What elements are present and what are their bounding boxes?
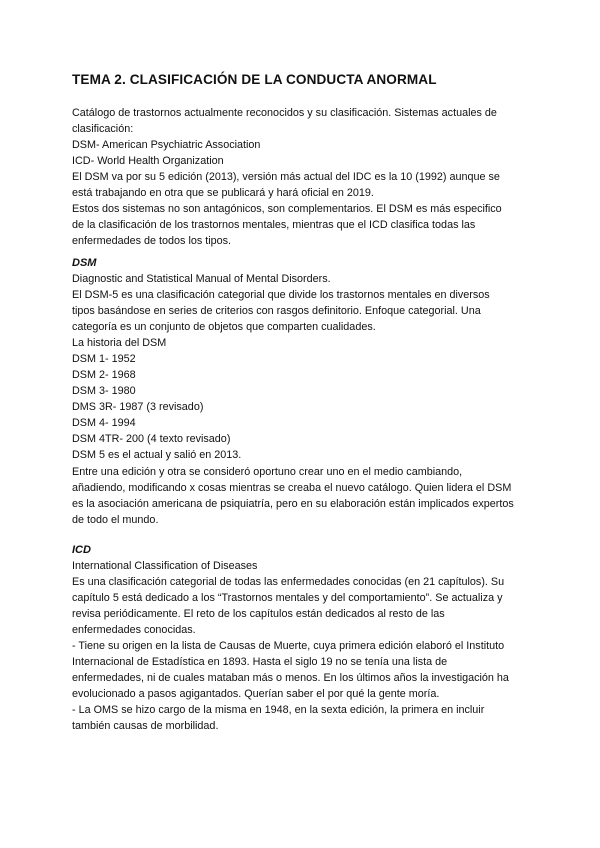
text-line: DMS 3R- 1987 (3 revisado) (72, 401, 204, 413)
text-line: El DSM-5 es una clasificación categorial que divide los trastornos mentales en diversos (72, 289, 490, 301)
text-line: revisa periódicamente. El reto de los capítulos están dedicados al resto de las (72, 608, 445, 620)
text-line: categoría es un conjunto de objetos que comparten cualidades. (72, 321, 376, 333)
text-line: DSM 1- 1952 (72, 353, 136, 365)
text-line: La historia del DSM (72, 337, 167, 349)
dsm-section (72, 255, 532, 463)
section-heading: DSM (72, 257, 97, 269)
intro-paragraph (72, 105, 532, 249)
page-title: TEMA 2. CLASIFICACIÓN DE LA CONDUCTA ANORMAL (72, 72, 437, 87)
text-line: DSM 2- 1968 (72, 369, 136, 381)
text-line: también causas de morbilidad. (72, 720, 219, 732)
text-line: enfermedades de todos los tipos. (72, 235, 232, 247)
text-line: DSM 3- 1980 (72, 385, 136, 397)
text-line: Diagnostic and Statistical Manual of Mental Disorders. (72, 273, 331, 285)
text-line: tipos basándose en series de criterios con rasgos definitorio. Enfoque categorial. Una (72, 305, 481, 317)
text-line: de la clasificación de los trastornos mentales, mientras que el ICD clasifica todas las (72, 219, 476, 231)
text-line: DSM 4TR- 200 (4 texto revisado) (72, 433, 231, 445)
section-heading: ICD (72, 544, 91, 556)
text-line: enfermedades, ni de cuales mataban más o menos. En los últimos años la investigación ha (72, 672, 509, 684)
text-line: añadiendo, modificando x cosas mientras se creaba el nuevo catálogo. Quien lidera el DSM (72, 482, 512, 494)
text-line: Entre una edición y otra se consideró oportuno crear uno en el medio cambiando, (72, 466, 463, 478)
text-line: está trabajando en otra que se publicará y hará oficial en 2019. (72, 187, 374, 199)
text-line: es la asociación americana de psiquiatría, pero en su elaboración están implicados expertos (72, 498, 514, 510)
text-line: Es una clasificación categorial de todas las enfermedades conocidas (en 21 capítulos). Su (72, 576, 505, 588)
icd-section (72, 542, 532, 734)
text-line: ICD- World Health Organization (72, 155, 224, 167)
text-line: DSM 5 es el actual y salió en 2013. (72, 449, 242, 461)
text-line: de todo el mundo. (72, 514, 159, 526)
text-line: El DSM va por su 5 edición (2013), versión más actual del IDC es la 10 (1992) aunque se (72, 171, 500, 183)
text-line: - La OMS se hizo cargo de la misma en 1948, en la sexta edición, la primera en incluir (72, 704, 485, 716)
text-line: clasificación: (72, 123, 134, 135)
text-line: capítulo 5 está dedicado a los “Trastornos mentales y del comportamiento”. Se actualiza y (72, 592, 503, 604)
text-line: enfermedades conocidas. (72, 624, 196, 636)
text-line: Catálogo de trastornos actualmente reconocidos y su clasificación. Sistemas actuales de (72, 107, 497, 119)
text-line: Internacional de Estadística en 1893. Hasta el siglo 19 no se tenía una lista de (72, 656, 448, 668)
text-line: Estos dos sistemas no son antagónicos, son complementarios. El DSM es más especifico (72, 203, 502, 215)
text-line: DSM 4- 1994 (72, 417, 136, 429)
text-line: evolucionado a pasos agigantados. Querían saber el por qué la gente moría. (72, 688, 440, 700)
text-line: - Tiene su origen en la lista de Causas de Muerte, cuya primera edición elaboró el Instituto (72, 640, 505, 652)
text-line: DSM- American Psychiatric Association (72, 139, 261, 151)
dsm-paragraph (72, 464, 532, 528)
text-line: International Classification of Diseases (72, 560, 258, 572)
